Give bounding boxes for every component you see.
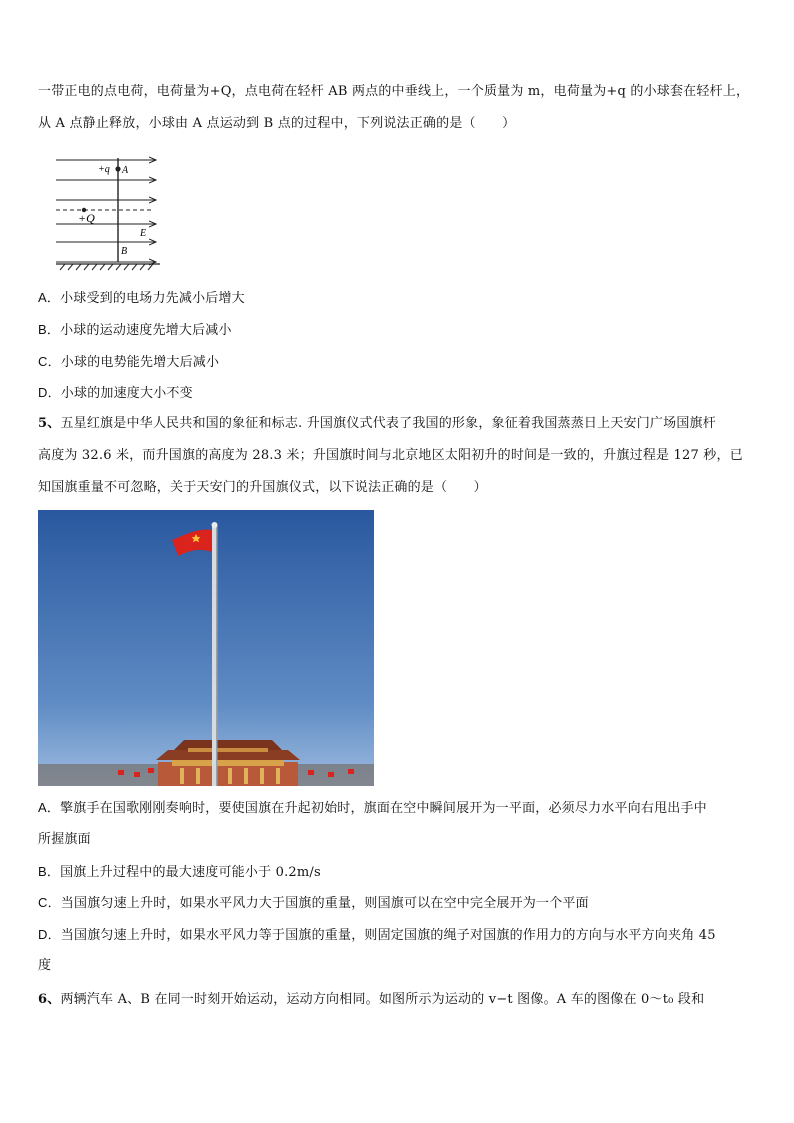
q5-stem-line3: 知国旗重量不可忽略，关于天安门的升国旗仪式，以下说法正确的是（ ） [38, 480, 487, 495]
option-text: 当国旗匀速上升时，如果水平风力大于国旗的重量，则国旗可以在空中完全展开为一个平面 [60, 896, 589, 911]
q4-option-d [38, 383, 760, 404]
option-label: D． [38, 927, 61, 942]
q5-stem-line1 [38, 414, 760, 434]
option-text: 当国旗匀速上升时，如果水平风力等于国旗的重量，则固定国旗的绳子对国旗的作用力的方向与水平方向夹角 45 [60, 928, 716, 943]
tiananmen-flag-photo [38, 510, 374, 786]
q5-number: 5、 [38, 416, 61, 431]
option-text: 擎旗手在国歌刚刚奏响时，要使国旗在升起初始时，旗面在空中瞬间展开为一平面，必须尽力水平向右甩出手中 [60, 801, 707, 816]
option-text: 小球的运动速度先增大后减小 [60, 323, 232, 338]
option-label: C． [38, 354, 61, 369]
q4-option-b [38, 320, 760, 341]
q5-option-a-line2: 所握旗面 [38, 832, 91, 847]
q4-stem-line1: 一带正电的点电荷，电荷量为+Q，点电荷在轻杆 AB 两点的中垂线上，一个质量为 m，电荷量为+q 的小球套在轻杆上， [38, 84, 750, 99]
option-label: C． [38, 895, 61, 910]
option-label: B． [38, 322, 61, 337]
label-plus-q: +q [98, 164, 110, 175]
label-a: A [122, 165, 129, 176]
q6-number: 6、 [38, 992, 61, 1007]
q5-option-a-line1 [38, 798, 760, 819]
q5-option-d-line2: 度 [38, 958, 52, 973]
q6-stem-text1: 两辆汽车 A、B 在同一时刻开始运动，运动方向相同。如图所示为运动的 v−t 图像。A 车的图像在 0～t₀ 段和 [60, 992, 705, 1007]
q5-option-d-line1 [38, 925, 760, 946]
option-text: 国旗上升过程中的最大速度可能小于 0.2m/s [60, 865, 321, 880]
option-label: A． [38, 290, 61, 305]
option-label: B． [38, 864, 61, 879]
tiananmen-gate [156, 740, 300, 786]
q4-option-c [38, 352, 760, 373]
q4-electric-field-figure [54, 150, 172, 272]
q4-stem-line2: 从 A 点静止释放，小球由 A 点运动到 B 点的过程中，下列说法正确的是（ ） [38, 116, 516, 131]
q5-option-b [38, 862, 760, 883]
option-text: 小球的加速度大小不变 [60, 386, 193, 401]
ground-hatching [60, 264, 153, 270]
label-e: E [140, 228, 147, 239]
label-plus-big-q: +Q [78, 211, 95, 225]
q5-stem-line2: 高度为 32.6 米，而升国旗的高度为 28.3 米；升国旗时间与北京地区太阳初升的时间是一致的，升旗过程是 127 秒，已 [38, 448, 743, 463]
q6-stem-line1 [38, 990, 760, 1010]
q4-option-a [38, 288, 760, 309]
option-text: 小球受到的电场力先减小后增大 [60, 291, 245, 306]
q5-option-c [38, 893, 760, 914]
q5-stem-text1: 五星红旗是中华人民共和国的象征和标志. 升国旗仪式代表了我国的形象，象征着我国蒸蒸日上天安门广场国旗杆 [60, 416, 716, 431]
ball-a [115, 166, 120, 171]
option-text: 小球的电势能先增大后减小 [60, 355, 220, 370]
label-b: B [121, 246, 128, 257]
field-lines [56, 160, 156, 262]
option-label: A． [38, 800, 61, 815]
option-label: D． [38, 385, 61, 400]
